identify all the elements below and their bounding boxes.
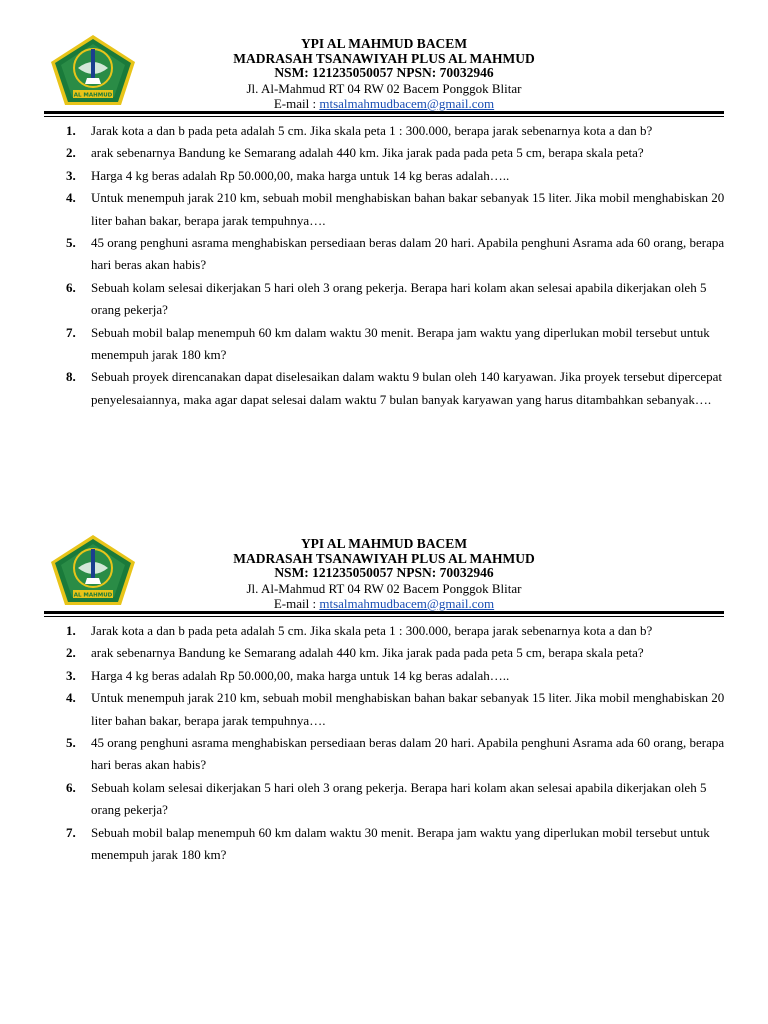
logo-text: AL MAHMUD [73,92,113,99]
question-text: 45 orang penghuni asrama menghabiskan persediaan beras dalam 20 hari. Apabila penghuni Asrama ada 60 orang, berapa hari beras akan habis? [91,235,725,273]
question-text: Sebuah mobil balap menempuh 60 km dalam waktu 30 menit. Berapa jam waktu yang diperlukan mobil tersebut untuk menempuh jarak 180 km? [91,324,710,363]
question-item [0,620,768,642]
email-label: E-mail : [273,95,320,111]
header-rule-thin [44,616,724,617]
question-item [0,277,768,322]
question-item [0,687,768,732]
question-item [0,642,768,664]
question-text: Harga 4 kg beras adalah Rp 50.000,00, maka harga untuk 14 kg beras adalah….. [91,167,510,183]
header-rule-thick [44,611,724,614]
header-rule-thick [44,111,724,114]
question-number: 1. [66,123,76,138]
question-item [0,322,768,367]
school-address: Jl. Al-Mahmud RT 04 RW 02 Bacem Ponggok Blitar [246,80,522,96]
question-number: 3. [66,167,76,183]
question-number: 8. [66,369,76,385]
question-text: Jarak kota a dan b pada peta adalah 5 cm. Jika skala peta 1 : 300.000, berapa jarak sebenarnya kota a dan b? [91,123,653,138]
question-text: arak sebenarnya Bandung ke Semarang adalah 440 km. Jika jarak pada pada peta 5 cm, berapa skala peta? [91,145,644,161]
question-text: Untuk menempuh jarak 210 km, sebuah mobil menghabiskan bahan bakar sebanyak 15 liter. Jika mobil menghabiskan 20 liter bahan bakar, berapa jarak tempuhnya…. [91,690,725,728]
question-text: Untuk menempuh jarak 210 km, sebuah mobil menghabiskan bahan bakar sebanyak 15 liter. Jika mobil menghabiskan 20 liter bahan bakar, berapa jarak tempuhnya…. [91,190,725,228]
question-number: 2. [66,145,76,161]
question-text: 45 orang penghuni asrama menghabiskan persediaan beras dalam 20 hari. Apabila penghuni Asrama ada 60 orang, berapa hari beras akan habis? [91,735,725,773]
question-item [0,777,768,822]
email-label: E-mail : [273,595,320,611]
question-number: 7. [66,324,76,340]
question-number: 7. [66,824,76,840]
foundation-name: YPI AL MAHMUD BACEM [300,536,468,551]
header-rule-thin [44,116,724,117]
question-list [0,620,768,866]
question-text: Sebuah mobil balap menempuh 60 km dalam waktu 30 menit. Berapa jam waktu yang diperlukan mobil tersebut untuk menempuh jarak 180 km? [91,824,710,863]
school-name: MADRASAH TSANAWIYAH PLUS AL MAHMUD [233,550,535,566]
question-item [0,665,768,687]
worksheet-1 [0,32,768,407]
question-text: Sebuah kolam selesai dikerjakan 5 hari oleh 3 orang pekerja. Berapa hari kolam akan selesai apabila dikerjakan oleh 5 orang pekerja? [91,279,707,318]
question-number: 1. [66,623,76,638]
letterhead [0,32,768,111]
worksheet-2 [0,532,768,863]
header-text [0,37,768,111]
question-item [0,732,768,777]
question-item [0,120,768,142]
header-text [0,537,768,611]
email-line [0,96,768,111]
question-number: 4. [66,190,76,206]
school-address: Jl. Al-Mahmud RT 04 RW 02 Bacem Ponggok Blitar [246,580,522,596]
school-name: MADRASAH TSANAWIYAH PLUS AL MAHMUD [233,50,535,66]
question-item [0,165,768,187]
school-ids: NSM: 121235050057 NPSN: 70032946 [274,65,494,80]
foundation-name: YPI AL MAHMUD BACEM [300,36,468,51]
question-text: Jarak kota a dan b pada peta adalah 5 cm. Jika skala peta 1 : 300.000, berapa jarak sebenarnya kota a dan b? [91,623,653,638]
question-number: 6. [66,779,76,795]
question-number: 4. [66,690,76,706]
logo-text: AL MAHMUD [73,592,113,599]
question-text: Sebuah proyek direncanakan dapat diselesaikan dalam waktu 9 bulan oleh 140 karyawan. Jika proyek tersebut dipercepat penyelesaiannya, maka agar dapat selesai dalam waktu 7 bulan banyak karyawan yang harus ditambahkan sebanyak…. [91,369,722,407]
letterhead [0,532,768,611]
question-item [0,187,768,232]
question-item [0,142,768,164]
question-number: 2. [66,645,76,661]
question-text: Sebuah kolam selesai dikerjakan 5 hari oleh 3 orang pekerja. Berapa hari kolam akan selesai apabila dikerjakan oleh 5 orang pekerja? [91,779,707,818]
school-ids: NSM: 121235050057 NPSN: 70032946 [274,565,494,580]
question-item [0,822,768,867]
question-number: 5. [66,235,76,251]
question-number: 3. [66,667,76,683]
question-item [0,366,768,411]
email-line [0,596,768,611]
email-link[interactable]: mtsalmahmudbacem@gmail.com [319,95,495,111]
question-item [0,232,768,277]
email-link[interactable]: mtsalmahmudbacem@gmail.com [319,595,495,611]
question-text: arak sebenarnya Bandung ke Semarang adalah 440 km. Jika jarak pada pada peta 5 cm, berapa skala peta? [91,645,644,661]
question-list [0,120,768,411]
question-text: Harga 4 kg beras adalah Rp 50.000,00, maka harga untuk 14 kg beras adalah….. [91,667,510,683]
question-number: 6. [66,279,76,295]
question-number: 5. [66,735,76,751]
